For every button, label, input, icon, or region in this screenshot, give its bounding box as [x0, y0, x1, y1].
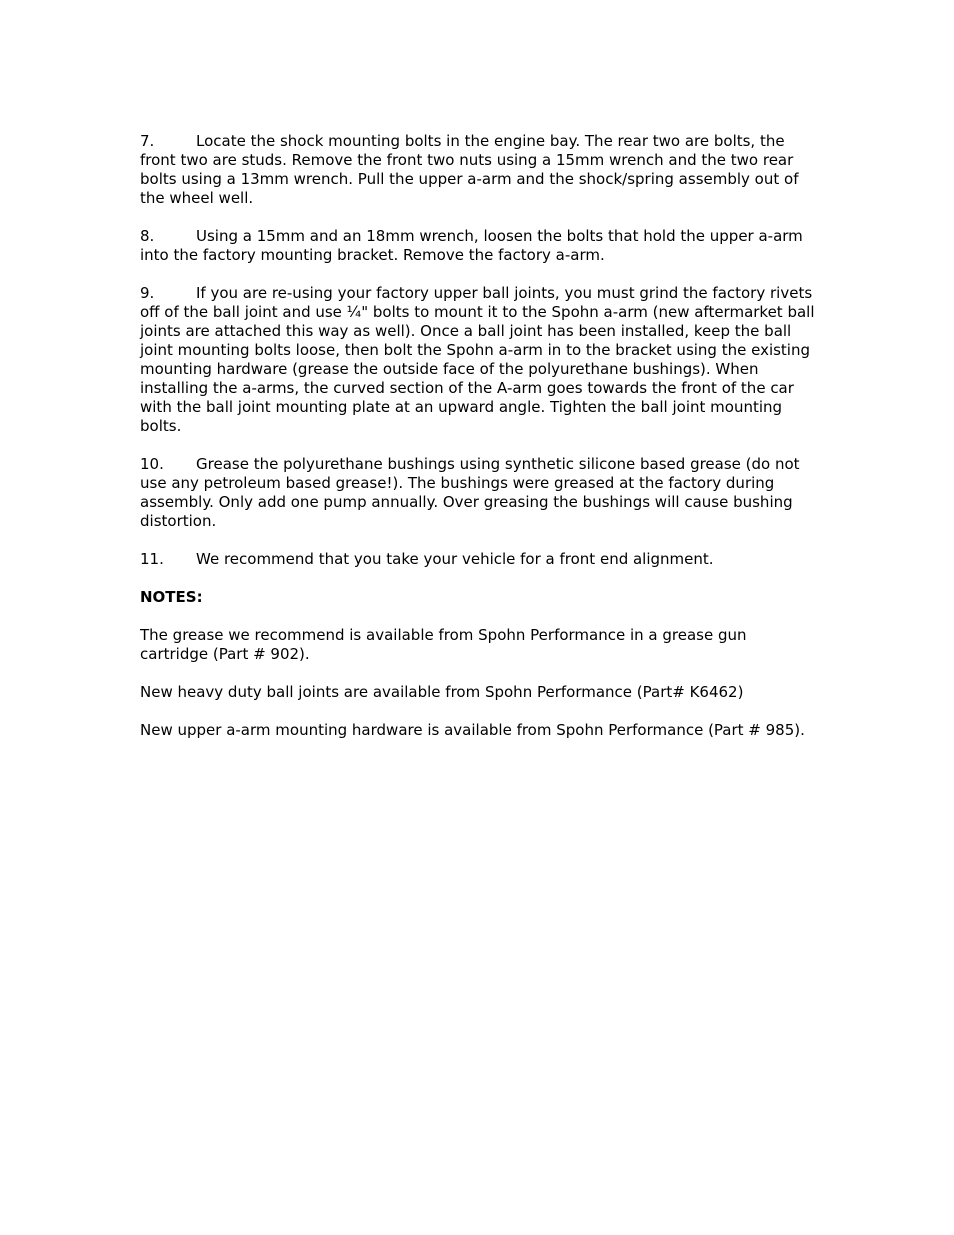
step-number: 9. — [140, 284, 155, 302]
step-9 — [140, 284, 820, 436]
step-text: Grease the polyurethane bushings using synthetic silicone based grease (do not use any petroleum based grease!). The bushings were greased at the factory during assembly. Only add one pump annually. Over greasing the bushings will cause bushing distortion. — [140, 455, 805, 530]
step-7 — [140, 132, 816, 208]
notes-heading: NOTES: — [140, 588, 203, 606]
step-number: 8. — [140, 227, 155, 245]
step-number: 10. — [140, 455, 164, 473]
step-8 — [140, 227, 816, 265]
step-text: We recommend that you take your vehicle for a front end alignment. — [196, 550, 714, 568]
step-number: 7. — [140, 132, 155, 150]
step-10 — [140, 455, 816, 531]
step-text: Locate the shock mounting bolts in the engine bay. The rear two are bolts, the front two are studs. Remove the front two nuts using a 15mm wrench and the two rear bolts using a 13mm wrench. Pull the upper a-arm and the shock/spring assembly out of the wheel well. — [140, 132, 804, 207]
note-grease: The grease we recommend is available from Spohn Performance in a grease gun cartridge (Part # 902). — [140, 626, 752, 663]
note-ball-joints: New heavy duty ball joints are available from Spohn Performance (Part# K6462) — [140, 683, 744, 701]
note-mounting-hardware: New upper a-arm mounting hardware is available from Spohn Performance (Part # 985). — [140, 721, 805, 739]
step-text: Using a 15mm and an 18mm wrench, loosen the bolts that hold the upper a-arm into the factory mounting bracket. Remove the factory a-arm. — [140, 227, 808, 264]
document-page — [140, 132, 820, 759]
step-11 — [140, 550, 816, 569]
step-text: If you are re-using your factory upper ball joints, you must grind the factory rivets off of the ball joint and use ¼" bolts to mount it to the Spohn a-arm (new aftermarket ball joints are attached this way as well). Once a ball joint has been installed, keep the ball joint mounting bolts loose, then bolt the Spohn a-arm in to the bracket using the existing mounting hardware (grease the outside face of the polyurethane bushings). When installing the a-arms, the curved section of the A-arm goes towards the front of the car with the ball joint mounting plate at an upward angle. Tighten the ball joint mounting bolts. — [140, 284, 820, 435]
step-number: 11. — [140, 550, 164, 568]
